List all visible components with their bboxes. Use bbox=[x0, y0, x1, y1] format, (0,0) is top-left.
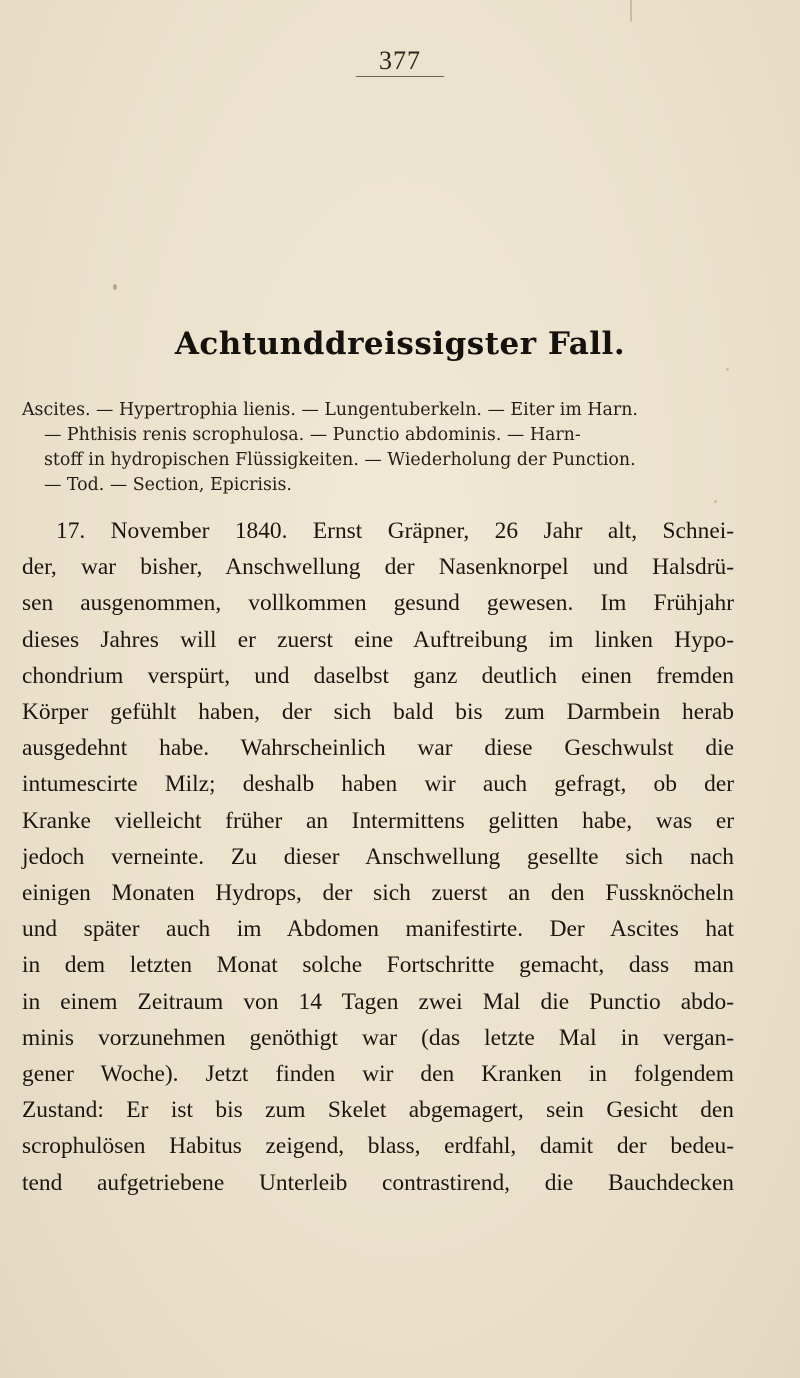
page-number-rule bbox=[356, 76, 444, 77]
body-line: ausgedehnt habe. Wahrscheinlich war diese Geschwulst die bbox=[22, 735, 734, 762]
body-line: intumescirte Milz; deshalb haben wir auch gefragt, ob der bbox=[22, 771, 734, 798]
summary-line: — Phthisis renis scrophulosa. — Punctio abdominis. — Harn- bbox=[44, 425, 581, 445]
body-line: minis vorzunehmen genöthigt war (das letzte Mal in vergan- bbox=[22, 1024, 734, 1051]
case-summary bbox=[22, 398, 732, 498]
body-line: in einem Zeitraum von 14 Tagen zwei Mal die Punctio abdo- bbox=[22, 988, 734, 1015]
body-line: und später auch im Abdomen manifestirte. Der Ascites hat bbox=[22, 916, 734, 943]
body-line: chondrium verspürt, und daselbst ganz deutlich einen fremden bbox=[22, 662, 734, 689]
summary-line: Ascites. — Hypertrophia lienis. — Lungentuberkeln. — Eiter im Harn. bbox=[22, 400, 638, 420]
body-line: Körper gefühlt haben, der sich bald bis zum Darmbein herab bbox=[22, 699, 734, 726]
body-line: scrophulösen Habitus zeigend, blass, erdfahl, damit der bedeu- bbox=[22, 1133, 734, 1160]
body-line: sen ausgenommen, vollkommen gesund gewesen. Im Frühjahr bbox=[22, 590, 734, 617]
body-line: Kranke vielleicht früher an Intermittens gelitten habe, was er bbox=[22, 807, 734, 834]
body-line: Zustand: Er ist bis zum Skelet abgemagert, sein Gesicht den bbox=[22, 1097, 734, 1124]
paper-fleck bbox=[726, 368, 729, 371]
body-line: tend aufgetriebene Unterleib contrastirend, die Bauchdecken bbox=[22, 1169, 734, 1196]
body-line: einigen Monaten Hydrops, der sich zuerst an den Fussknöcheln bbox=[22, 880, 734, 907]
summary-line: stoff in hydropischen Flüssigkeiten. — Wiederholung der Punction. bbox=[44, 450, 636, 470]
body-line: der, war bisher, Anschwellung der Nasenknorpel und Halsdrü- bbox=[22, 554, 734, 581]
page-number: 377 bbox=[379, 46, 421, 75]
body-line: 17. November 1840. Ernst Gräpner, 26 Jahr alt, Schnei- bbox=[56, 518, 734, 544]
chapter-heading: Achtunddreissigster Fall. bbox=[174, 326, 626, 362]
paper-fleck bbox=[714, 500, 717, 503]
case-body-text bbox=[22, 513, 734, 1201]
paper-fleck bbox=[113, 284, 117, 290]
paper-fleck bbox=[630, 0, 632, 22]
body-line: dieses Jahres will er zuerst eine Auftreibung im linken Hypo- bbox=[22, 626, 734, 653]
body-line: gener Woche). Jetzt finden wir den Kranken in folgendem bbox=[22, 1061, 734, 1088]
body-line: in dem letzten Monat solche Fortschritte gemacht, dass man bbox=[22, 952, 734, 979]
body-line: jedoch verneinte. Zu dieser Anschwellung gesellte sich nach bbox=[22, 843, 734, 870]
summary-line: — Tod. — Section, Epicrisis. bbox=[44, 475, 292, 495]
